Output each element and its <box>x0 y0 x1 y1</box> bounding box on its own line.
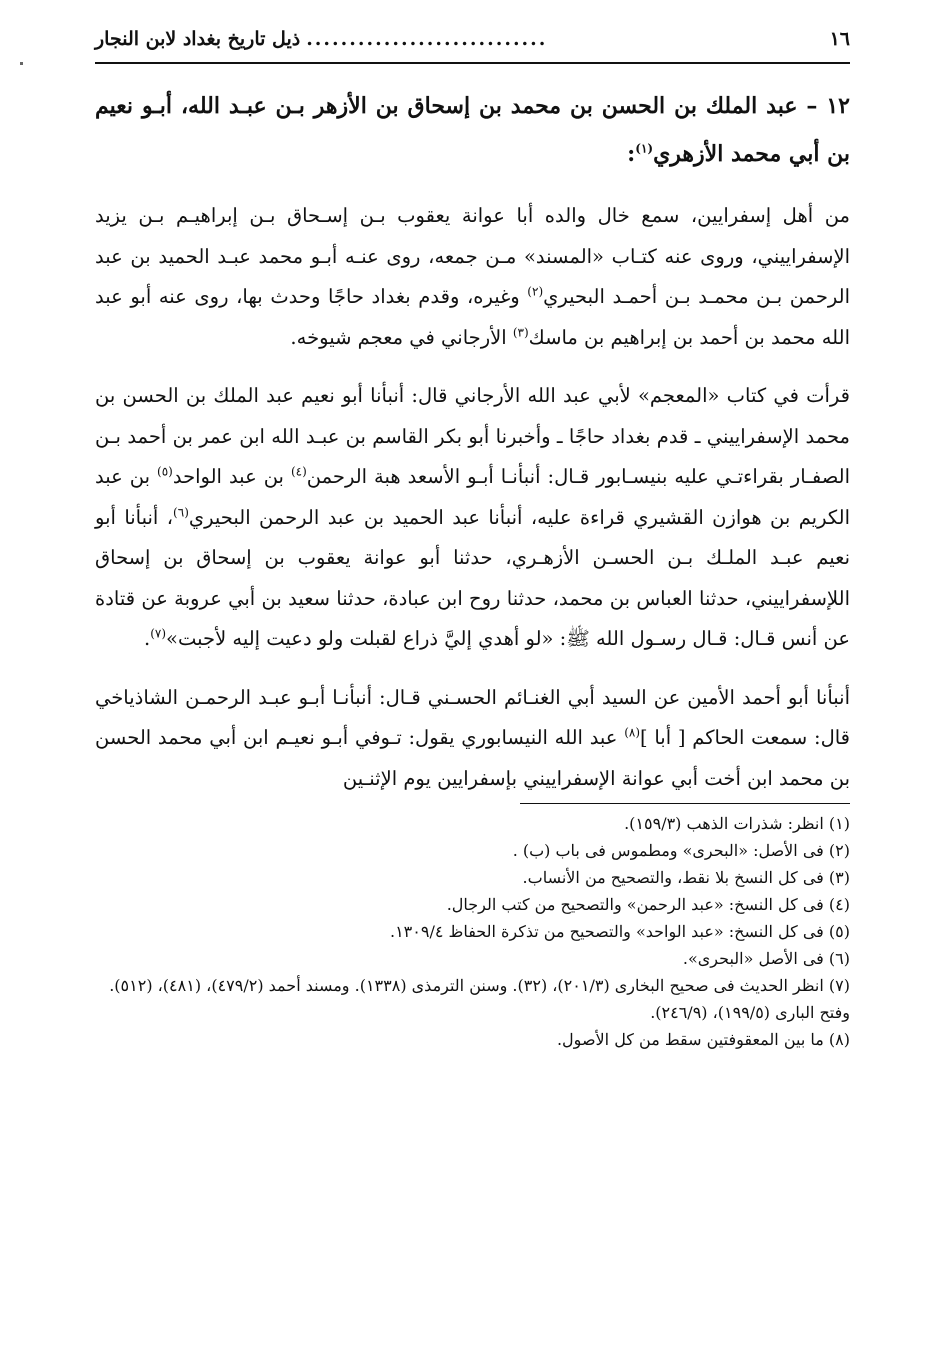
paragraph-biography <box>95 196 850 358</box>
footnote-ref-6[interactable]: (٦) <box>173 505 189 519</box>
paragraph-text: بن عبد الواحد <box>172 465 291 488</box>
paragraph-text: عبد الله النيسابوري يقول: تـوفي أبـو نعيـم ابن أبي محمد الحسن بن محمد ابن أخت أبي عوانة الإسفراييني بإسفرايين يوم الإثنـين <box>95 726 850 790</box>
paragraph-text: ، أنبأنا أبو نعيم عبـد الملـك بـن الحسـن الأزهـري، حدثنا أبو عوانة يعقوب بن إسحاق بن إسحاق اللإسفراييني، حدثنا العباس بن محمد، حدثنا روح ابن عبادة، حدثنا سعيد بن أبي عروبة عن قتادة عن أنس قـال: قـال رسـول الله ﷺ: «لو أهدي إليَّ ذراع لقبلت ولو دعيت إليه لأجبت» <box>95 505 850 650</box>
footnote-item: (٣) فى كل النسخ بلا نقط، والتصحيح من الأنساب. <box>522 868 850 887</box>
entry-title-line-2: نعيم بن أبي محمد الأزهري <box>95 93 850 167</box>
footnote-item: (٤) فى كل النسخ: «عبد الرحمن» والتصحيح من كتب الرجال. <box>446 895 850 914</box>
entry-title-line-1: ١٢ – عبد الملك بن الحسن بن محمد بن إسحاق بن الأزهر بـن عبـد الله، أبـو <box>141 93 850 119</box>
header-dots: ............................ <box>306 28 548 50</box>
footnote-ref-5[interactable]: (٥) <box>157 464 173 479</box>
paragraph-hadith <box>95 376 850 660</box>
page-number: ١٦ <box>829 28 850 50</box>
paragraph-text: قرأت في كتاب «المعجم» لأبي عبد الله الأرجاني قال: أنبأنا أبو نعيم عبد الملك بن الحسن بن محمد الإسفراييني ـ قدم بغداد حاجًا ـ وأخبرنا أبو بكر القاسم بن عبـد الله ابن عمر بن أحمد بـن الصفـار بقراءتـي عليه بنيسـابور قـال: أنبأنـا أبـو الأسعد هبة الرحمن <box>95 384 850 488</box>
footnote-ref-8[interactable]: (٨) <box>624 725 641 740</box>
footnote-ref-7[interactable]: (٧) <box>150 626 167 641</box>
footnote-item: (٢) فى الأصل: «البحرى» ومطموس فى باب (ب) . <box>512 841 850 860</box>
paragraph-text: أنبأنا أبو أحمد الأمين عن السيد أبي الغنـائم الحسـني قـال: أنبأنـا أبـو عبـد الرحمـن الشاذياخي قال: سمعت الحاكم [ أبا ] <box>95 685 850 749</box>
footnote-item: (٧) انظر الحديث فى صحيح البخارى (٢٠١/٣)، (٣٢). وسنن الترمذى (١٣٣٨). ومسند أحمد (٤٧٩/٢)، (٤٨١)، (٥١٢). وفتح البارى (١٩٩/٥)، (٢٤٦/٩). <box>109 976 850 1022</box>
paragraph-text: الأرجاني في معجم شيوخه. <box>290 325 513 349</box>
footnote-list <box>95 810 850 1053</box>
footnote-ref-3[interactable]: (٣) <box>512 325 529 339</box>
book-title: ذيل تاريخ بغداد لابن النجار <box>95 28 301 50</box>
footnote-ref-2[interactable]: (٢) <box>527 284 544 299</box>
header-title-wrap <box>95 28 547 50</box>
paragraph-text: . <box>144 627 151 650</box>
footnote-separator <box>520 803 850 810</box>
footnote-ref-1[interactable]: (١) <box>635 141 654 156</box>
margin-mark <box>20 62 23 65</box>
paragraph-text: من أهل إسفرايين، سمع خال والده أبا عوانة يعقوب بـن إسـحاق بـن إبراهيـم بـن يزيد الإسفراييني، وروى عنه كتـاب «المسند» مـن جمعه، روى عنـه أبـو محمد عبـد الحميد بن عبد الرحمن بـن محمـد بـن أحمـد البحيري <box>95 204 850 308</box>
footnote-item: (٦) فى الأصل «البحرى». <box>682 949 850 968</box>
footnote-item: (٥) فى كل النسخ: «عبد الواحد» والتصحيح من تذكرة الحفاظ ١٣٠٩/٤. <box>389 922 850 941</box>
footnote-item: (٨) ما بين المعقوفتين سقط من كل الأصول. <box>556 1030 850 1049</box>
entry-title <box>95 82 850 178</box>
paragraph-text: بن عبد الكريم بن هوازن القشيري قراءة عليه، أنبأنا عبد الحميد بن عبد الرحمن البحيري <box>95 465 850 529</box>
footnote-item: (١) انظر: شذرات الذهب (١٥٩/٣). <box>624 814 850 833</box>
book-page <box>95 28 850 1053</box>
paragraph-text: وغيره، وقدم بغداد حاجًا وحدث بها، روى عنه أبو عبد الله محمد بن أحمد بن إبراهيم بن ماسك <box>95 285 850 349</box>
footnote-ref-4[interactable]: (٤) <box>290 464 307 479</box>
entry-title-end: : <box>627 141 636 167</box>
running-header <box>95 28 850 64</box>
paragraph-death <box>95 678 850 800</box>
